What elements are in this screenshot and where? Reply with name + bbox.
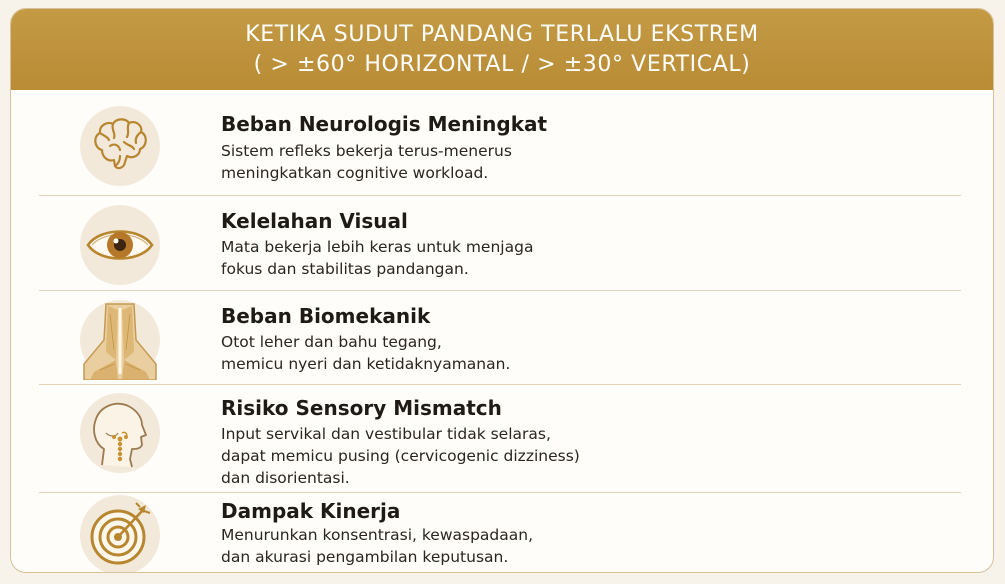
divider [39,195,961,196]
header-title: KETIKA SUDUT PANDANG TERLALU EKSTREM [245,22,759,47]
item-desc-line: dan disorientasi. [221,469,350,487]
item-desc-line: dapat memicu pusing (cervicogenic dizziness) [221,447,580,465]
target-icon [80,495,160,573]
item-desc-line: dan akurasi pengambilan keputusan. [221,548,509,566]
head-profile-icon [80,393,160,473]
item-desc-line: fokus dan stabilitas pandangan. [221,260,469,278]
item-desc-line: Menurunkan konsentrasi, kewaspadaan, [221,526,534,544]
header-subtitle: ( > ±60° HORIZONTAL / > ±30° VERTICAL) [253,52,751,77]
info-card [10,8,994,573]
divider [39,290,961,291]
item-title-2: Kelelahan Visual [221,209,408,233]
item-desc-1 [221,140,512,184]
item-desc-line: Mata bekerja lebih keras untuk menjaga [221,238,534,256]
neck-muscles-icon [80,300,160,380]
item-desc-3 [221,331,510,375]
item-desc-5 [221,524,533,568]
brain-icon [80,106,160,186]
divider [39,384,961,385]
item-desc-2 [221,236,533,280]
item-title-3: Beban Biomekanik [221,304,431,328]
item-desc-4 [221,423,580,489]
item-title-1: Beban Neurologis Meningkat [221,112,548,136]
divider [39,492,961,493]
item-title-4: Risiko Sensory Mismatch [221,396,502,420]
item-title-5: Dampak Kinerja [221,499,401,523]
item-desc-line: Input servikal dan vestibular tidak selaras, [221,425,551,443]
item-desc-line: memicu nyeri dan ketidaknyamanan. [221,355,511,373]
header-banner [11,9,993,90]
item-desc-line: Sistem refleks bekerja terus-menerus [221,142,512,160]
eye-icon [80,205,160,285]
item-desc-line: Otot leher dan bahu tegang, [221,333,442,351]
item-desc-line: meningkatkan cognitive workload. [221,164,489,182]
